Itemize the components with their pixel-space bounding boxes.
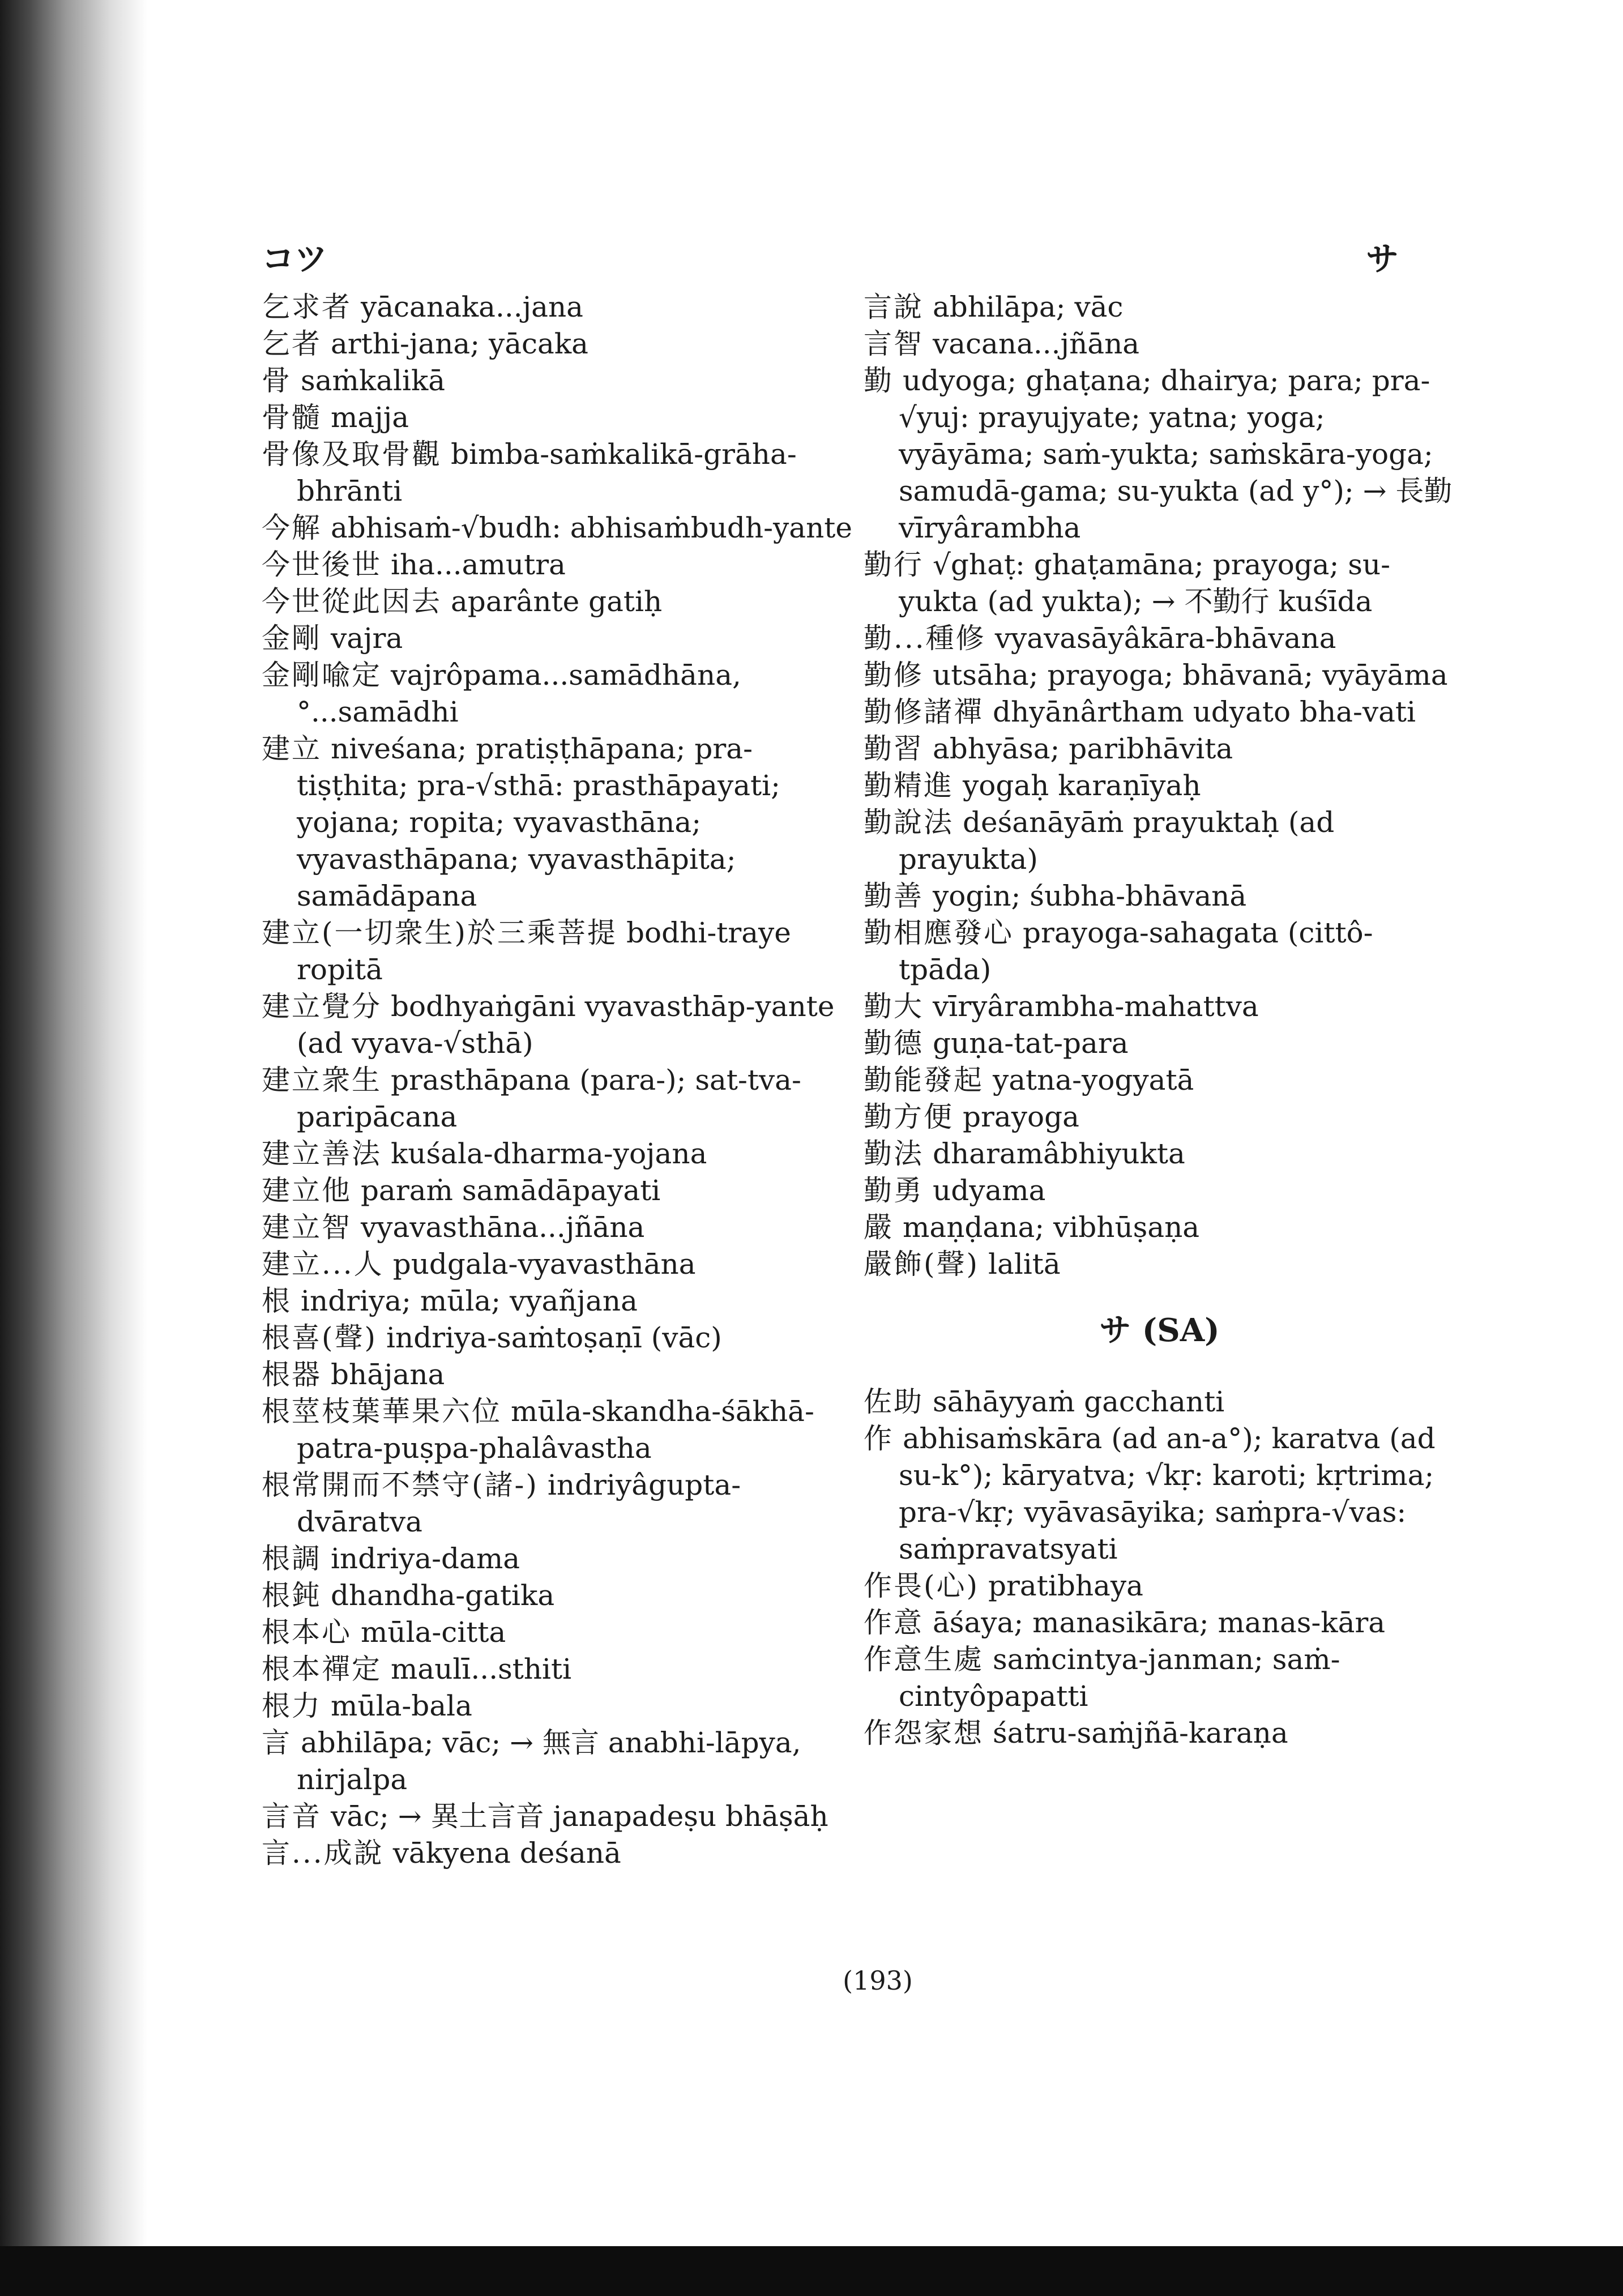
- scan-shadow-bottom: [0, 2246, 1623, 2296]
- entry-term: 勤方便: [864, 1100, 954, 1133]
- entry-term: 今世後世: [262, 548, 382, 581]
- dictionary-entry: [262, 399, 853, 436]
- entry-term: 作意生處: [864, 1643, 984, 1676]
- entry-term: 勤法: [864, 1137, 924, 1170]
- entry-gloss: sāhāyyaṁ gacchanti: [933, 1385, 1225, 1418]
- entry-gloss: prayoga-sahagata (cittô-tpāda): [899, 916, 1373, 986]
- entry-gloss: niveśana; pratiṣṭhāpana; pra-tiṣṭhita; pra-√sthā: prasthāpayati; yojana; ropita; vyavasthāna; vyavasthāpana; vyavasthāpita; samādāpana: [297, 732, 780, 912]
- entry-gloss: dharamâbhiyukta: [933, 1137, 1185, 1170]
- dictionary-entry: [864, 657, 1455, 694]
- entry-term: 今解: [262, 511, 322, 544]
- entry-term: 根本心: [262, 1616, 352, 1649]
- entry-gloss: deśanāyāṁ prayuktaḥ (ad prayukta): [899, 806, 1335, 876]
- dictionary-entry: [262, 1172, 853, 1209]
- running-head-left: コツ: [262, 240, 328, 278]
- entry-gloss: maṇḍana; vibhūṣaṇa: [903, 1211, 1200, 1244]
- entry-gloss: bodhyaṅgāni vyavasthāp-yante (ad vyava-√sthā): [297, 990, 835, 1060]
- entry-term: 建立覺分: [262, 990, 382, 1023]
- entry-term: 建立...人: [262, 1248, 384, 1281]
- dictionary-entry: [262, 988, 853, 1062]
- entry-gloss: pratibhaya: [988, 1569, 1143, 1602]
- dictionary-entry: [864, 289, 1455, 326]
- dictionary-entry: [262, 510, 853, 547]
- entry-gloss: kuśala-dharma-yojana: [391, 1137, 707, 1170]
- dictionary-entry: [864, 988, 1455, 1025]
- dictionary-entry: [262, 1688, 853, 1725]
- entry-term: 勤修諸禪: [864, 695, 984, 728]
- entry-term: 建立他: [262, 1174, 352, 1207]
- entry-gloss: āśaya; manasikāra; manas-kāra: [933, 1606, 1386, 1639]
- dictionary-entry: [864, 1209, 1455, 1246]
- entry-gloss: vīryârambha-mahattva: [933, 990, 1259, 1023]
- entry-term: 佐助: [864, 1385, 924, 1418]
- entry-gloss: saṁkalikā: [301, 364, 446, 397]
- entry-gloss: indriyâgupta-dvāratva: [297, 1469, 741, 1538]
- dictionary-entry: [262, 362, 853, 399]
- dictionary-entry: [262, 915, 853, 988]
- entry-term: 根鈍: [262, 1579, 322, 1612]
- entry-term: 乞者: [262, 327, 322, 360]
- left-column: [262, 289, 853, 1872]
- dictionary-entry: [262, 1467, 853, 1540]
- entry-term: 乞求者: [262, 291, 352, 323]
- entry-term: 今世從此因去: [262, 585, 442, 618]
- entry-gloss: prayoga: [963, 1100, 1079, 1133]
- dictionary-entry: [262, 436, 853, 510]
- dictionary-entry: [262, 1320, 853, 1356]
- entry-term: 根器: [262, 1358, 322, 1391]
- dictionary-entry: [262, 620, 853, 657]
- dictionary-entry: [262, 1577, 853, 1614]
- entry-gloss: abhisaṁ-√budh: abhisaṁbudh-yante: [331, 511, 852, 544]
- dictionary-entry: [864, 915, 1455, 988]
- entry-term: 建立(一切衆生)於三乘菩提: [262, 916, 618, 949]
- entry-term: 作: [864, 1422, 894, 1455]
- entry-term: 金剛喩定: [262, 659, 382, 692]
- entry-term: 勤...種修: [864, 622, 986, 655]
- entry-gloss: udyama: [933, 1174, 1046, 1207]
- entry-gloss: abhilāpa; vāc: [933, 291, 1124, 323]
- entry-term: 嚴: [864, 1211, 894, 1244]
- entry-gloss: dhandha-gatika: [331, 1579, 555, 1612]
- entry-gloss: bodhi-traye ropitā: [297, 916, 791, 986]
- entry-gloss: abhisaṁskāra (ad an-a°); karatva (ad su-k°); kāryatva; √kṛ: karoti; kṛtrima; pra-√kṛ; vyāvasāyika; saṁpra-√vas: saṁpravatsyati: [899, 1422, 1436, 1565]
- entry-term: 建立智: [262, 1211, 352, 1244]
- entry-term: 根喜(聲): [262, 1321, 378, 1354]
- entry-term: 言: [262, 1726, 292, 1759]
- dictionary-entry: [262, 1725, 853, 1798]
- entry-term: 根力: [262, 1689, 322, 1722]
- dictionary-entry: [262, 1283, 853, 1320]
- dictionary-entry: [262, 1614, 853, 1651]
- dictionary-entry: [262, 1136, 853, 1172]
- entry-term: 勤精進: [864, 769, 954, 802]
- entry-gloss: saṁcintya-janman; saṁ-cintyôpapatti: [899, 1643, 1340, 1713]
- dictionary-entry: [864, 804, 1455, 878]
- entry-gloss: abhyāsa; paribhāvita: [933, 732, 1233, 765]
- entry-gloss: vyavasthāna...jñāna: [361, 1211, 645, 1244]
- entry-gloss: dhyānârtham udyato bha-vati: [993, 695, 1416, 728]
- entry-gloss: pudgala-vyavasthāna: [392, 1248, 696, 1281]
- entry-gloss: majja: [331, 401, 409, 434]
- entry-gloss: √ghaṭ: ghaṭamāna; prayoga; su-yukta (ad yukta); → 不勤行 kuśīda: [899, 548, 1390, 618]
- dictionary-entry: [262, 1356, 853, 1393]
- entry-gloss: vyavasāyâkāra-bhāvana: [994, 622, 1336, 655]
- entry-term: 根本禪定: [262, 1653, 382, 1685]
- entry-gloss: indriya; mūla; vyañjana: [301, 1284, 638, 1317]
- dictionary-entry: [262, 583, 853, 620]
- entry-gloss: vākyena deśanā: [392, 1837, 621, 1870]
- entry-gloss: vacana...jñāna: [933, 327, 1140, 360]
- dictionary-entry: [864, 1568, 1455, 1604]
- dictionary-entry: [262, 657, 853, 731]
- entry-term: 言...成說: [262, 1837, 384, 1870]
- entry-gloss: mūla-bala: [331, 1689, 472, 1722]
- entry-term: 根常開而不禁守(諸-): [262, 1469, 539, 1501]
- entry-term: 作意: [864, 1606, 924, 1639]
- entry-term: 勤行: [864, 548, 924, 581]
- dictionary-entry: [864, 1604, 1455, 1641]
- entry-term: 勤大: [864, 990, 924, 1023]
- entry-gloss: bhājana: [331, 1358, 445, 1391]
- dictionary-entry: [262, 1246, 853, 1283]
- entry-gloss: paraṁ samādāpayati: [361, 1174, 661, 1207]
- dictionary-entry: [262, 326, 853, 362]
- entry-gloss: yatna-yogyatā: [993, 1064, 1194, 1096]
- entry-term: 作畏(心): [864, 1569, 980, 1602]
- dictionary-entry: [864, 547, 1455, 620]
- dictionary-entry: [864, 1136, 1455, 1172]
- entry-term: 根調: [262, 1542, 322, 1575]
- dictionary-entry: [864, 1641, 1455, 1715]
- dictionary-entry: [864, 620, 1455, 657]
- entry-term: 言音: [262, 1800, 322, 1833]
- dictionary-entry: [864, 362, 1455, 547]
- dictionary-entry: [864, 1384, 1455, 1420]
- running-head-right: サ: [1366, 240, 1399, 278]
- dictionary-entry: [864, 1099, 1455, 1136]
- dictionary-entry: [864, 1025, 1455, 1062]
- dictionary-entry: [262, 1393, 853, 1467]
- entry-term: 骨像及取骨觀: [262, 438, 442, 471]
- entry-gloss: vajra: [331, 622, 403, 655]
- dictionary-entry: [262, 1798, 853, 1835]
- dictionary-entry: [864, 731, 1455, 767]
- entry-term: 勤說法: [864, 806, 954, 839]
- dictionary-entry: [864, 694, 1455, 731]
- entry-gloss: vāc; → 異土言音 janapadeṣu bhāṣāḥ: [331, 1800, 828, 1833]
- dictionary-entry: [864, 1715, 1455, 1752]
- dictionary-entry: [262, 547, 853, 583]
- entry-gloss: śatru-saṁjñā-karaṇa: [993, 1717, 1288, 1749]
- entry-gloss: udyoga; ghaṭana; dhairya; para; pra-√yuj: prayujyate; yatna; yoga; vyāyāma; saṁ-yukta; saṁskāra-yoga; samudā-gama; su-yukta (ad y°); → 長勤 vīryârambha: [899, 364, 1453, 544]
- dictionary-entry: [864, 1420, 1455, 1568]
- entry-term: 勤: [864, 364, 894, 397]
- right-top-entry-list: [864, 289, 1455, 1283]
- dictionary-entry: [262, 1835, 853, 1872]
- dictionary-entry: [262, 1209, 853, 1246]
- entry-gloss: utsāha; prayoga; bhāvanā; vyāyāma: [933, 659, 1448, 692]
- right-bottom-entry-list: [864, 1384, 1455, 1752]
- entry-gloss: yogaḥ karaṇīyaḥ: [963, 769, 1201, 802]
- entry-term: 言智: [864, 327, 924, 360]
- entry-term: 勤勇: [864, 1174, 924, 1207]
- scan-shadow-left: [0, 0, 147, 2296]
- entry-gloss: abhilāpa; vāc; → 無言 anabhi-lāpya, nirjalpa: [297, 1726, 801, 1796]
- entry-gloss: indriya-dama: [331, 1542, 520, 1575]
- entry-gloss: indriya-saṁtoṣaṇī (vāc): [386, 1321, 722, 1354]
- dictionary-entry: [262, 1062, 853, 1136]
- right-column: [864, 289, 1455, 1752]
- entry-gloss: vajrôpama...samādhāna, °...samādhi: [297, 659, 741, 728]
- entry-gloss: iha...amutra: [391, 548, 566, 581]
- entry-gloss: arthi-jana; yācaka: [331, 327, 588, 360]
- entry-term: 勤能發起: [864, 1064, 984, 1096]
- entry-gloss: yogin; śubha-bhāvanā: [933, 880, 1247, 912]
- dictionary-entry: [262, 1540, 853, 1577]
- entry-term: 建立善法: [262, 1137, 382, 1170]
- dictionary-entry: [864, 326, 1455, 362]
- dictionary-entry: [262, 1651, 853, 1688]
- entry-term: 勤習: [864, 732, 924, 765]
- entry-term: 勤相應發心: [864, 916, 1014, 949]
- page-number: (193): [843, 1965, 913, 1996]
- entry-term: 嚴飾(聲): [864, 1248, 980, 1281]
- dictionary-entry: [864, 878, 1455, 915]
- entry-gloss: mūla-citta: [361, 1616, 506, 1649]
- entry-gloss: maulī...sthiti: [391, 1653, 572, 1685]
- entry-term: 勤德: [864, 1027, 924, 1060]
- entry-term: 言說: [864, 291, 924, 323]
- section-heading: サ (SA): [1099, 1312, 1220, 1349]
- dictionary-entry: [864, 767, 1455, 804]
- entry-gloss: lalitā: [988, 1248, 1061, 1281]
- entry-gloss: guṇa-tat-para: [933, 1027, 1129, 1060]
- dictionary-entry: [262, 731, 853, 915]
- entry-gloss: bimba-saṁkalikā-grāha-bhrānti: [297, 438, 797, 507]
- entry-gloss: aparânte gatiḥ: [451, 585, 663, 618]
- entry-term: 勤修: [864, 659, 924, 692]
- entry-term: 金剛: [262, 622, 322, 655]
- entry-term: 骨髓: [262, 401, 322, 434]
- entry-term: 作怨家想: [864, 1717, 984, 1749]
- dictionary-entry: [864, 1062, 1455, 1099]
- entry-gloss: mūla-skandha-śākhā-patra-puṣpa-phalâvastha: [297, 1395, 814, 1465]
- dictionary-entry: [864, 1246, 1455, 1283]
- entry-term: 根莖枝葉華果六位: [262, 1395, 502, 1428]
- entry-term: 根: [262, 1284, 292, 1317]
- entry-term: 建立衆生: [262, 1064, 382, 1096]
- entry-term: 建立: [262, 732, 322, 765]
- entry-gloss: yācanaka...jana: [361, 291, 583, 323]
- left-entry-list: [262, 289, 853, 1872]
- entry-term: 勤善: [864, 880, 924, 912]
- dictionary-entry: [864, 1172, 1455, 1209]
- entry-term: 骨: [262, 364, 292, 397]
- dictionary-entry: [262, 289, 853, 326]
- entry-gloss: prasthāpana (para-); sat-tva-paripācana: [297, 1064, 801, 1133]
